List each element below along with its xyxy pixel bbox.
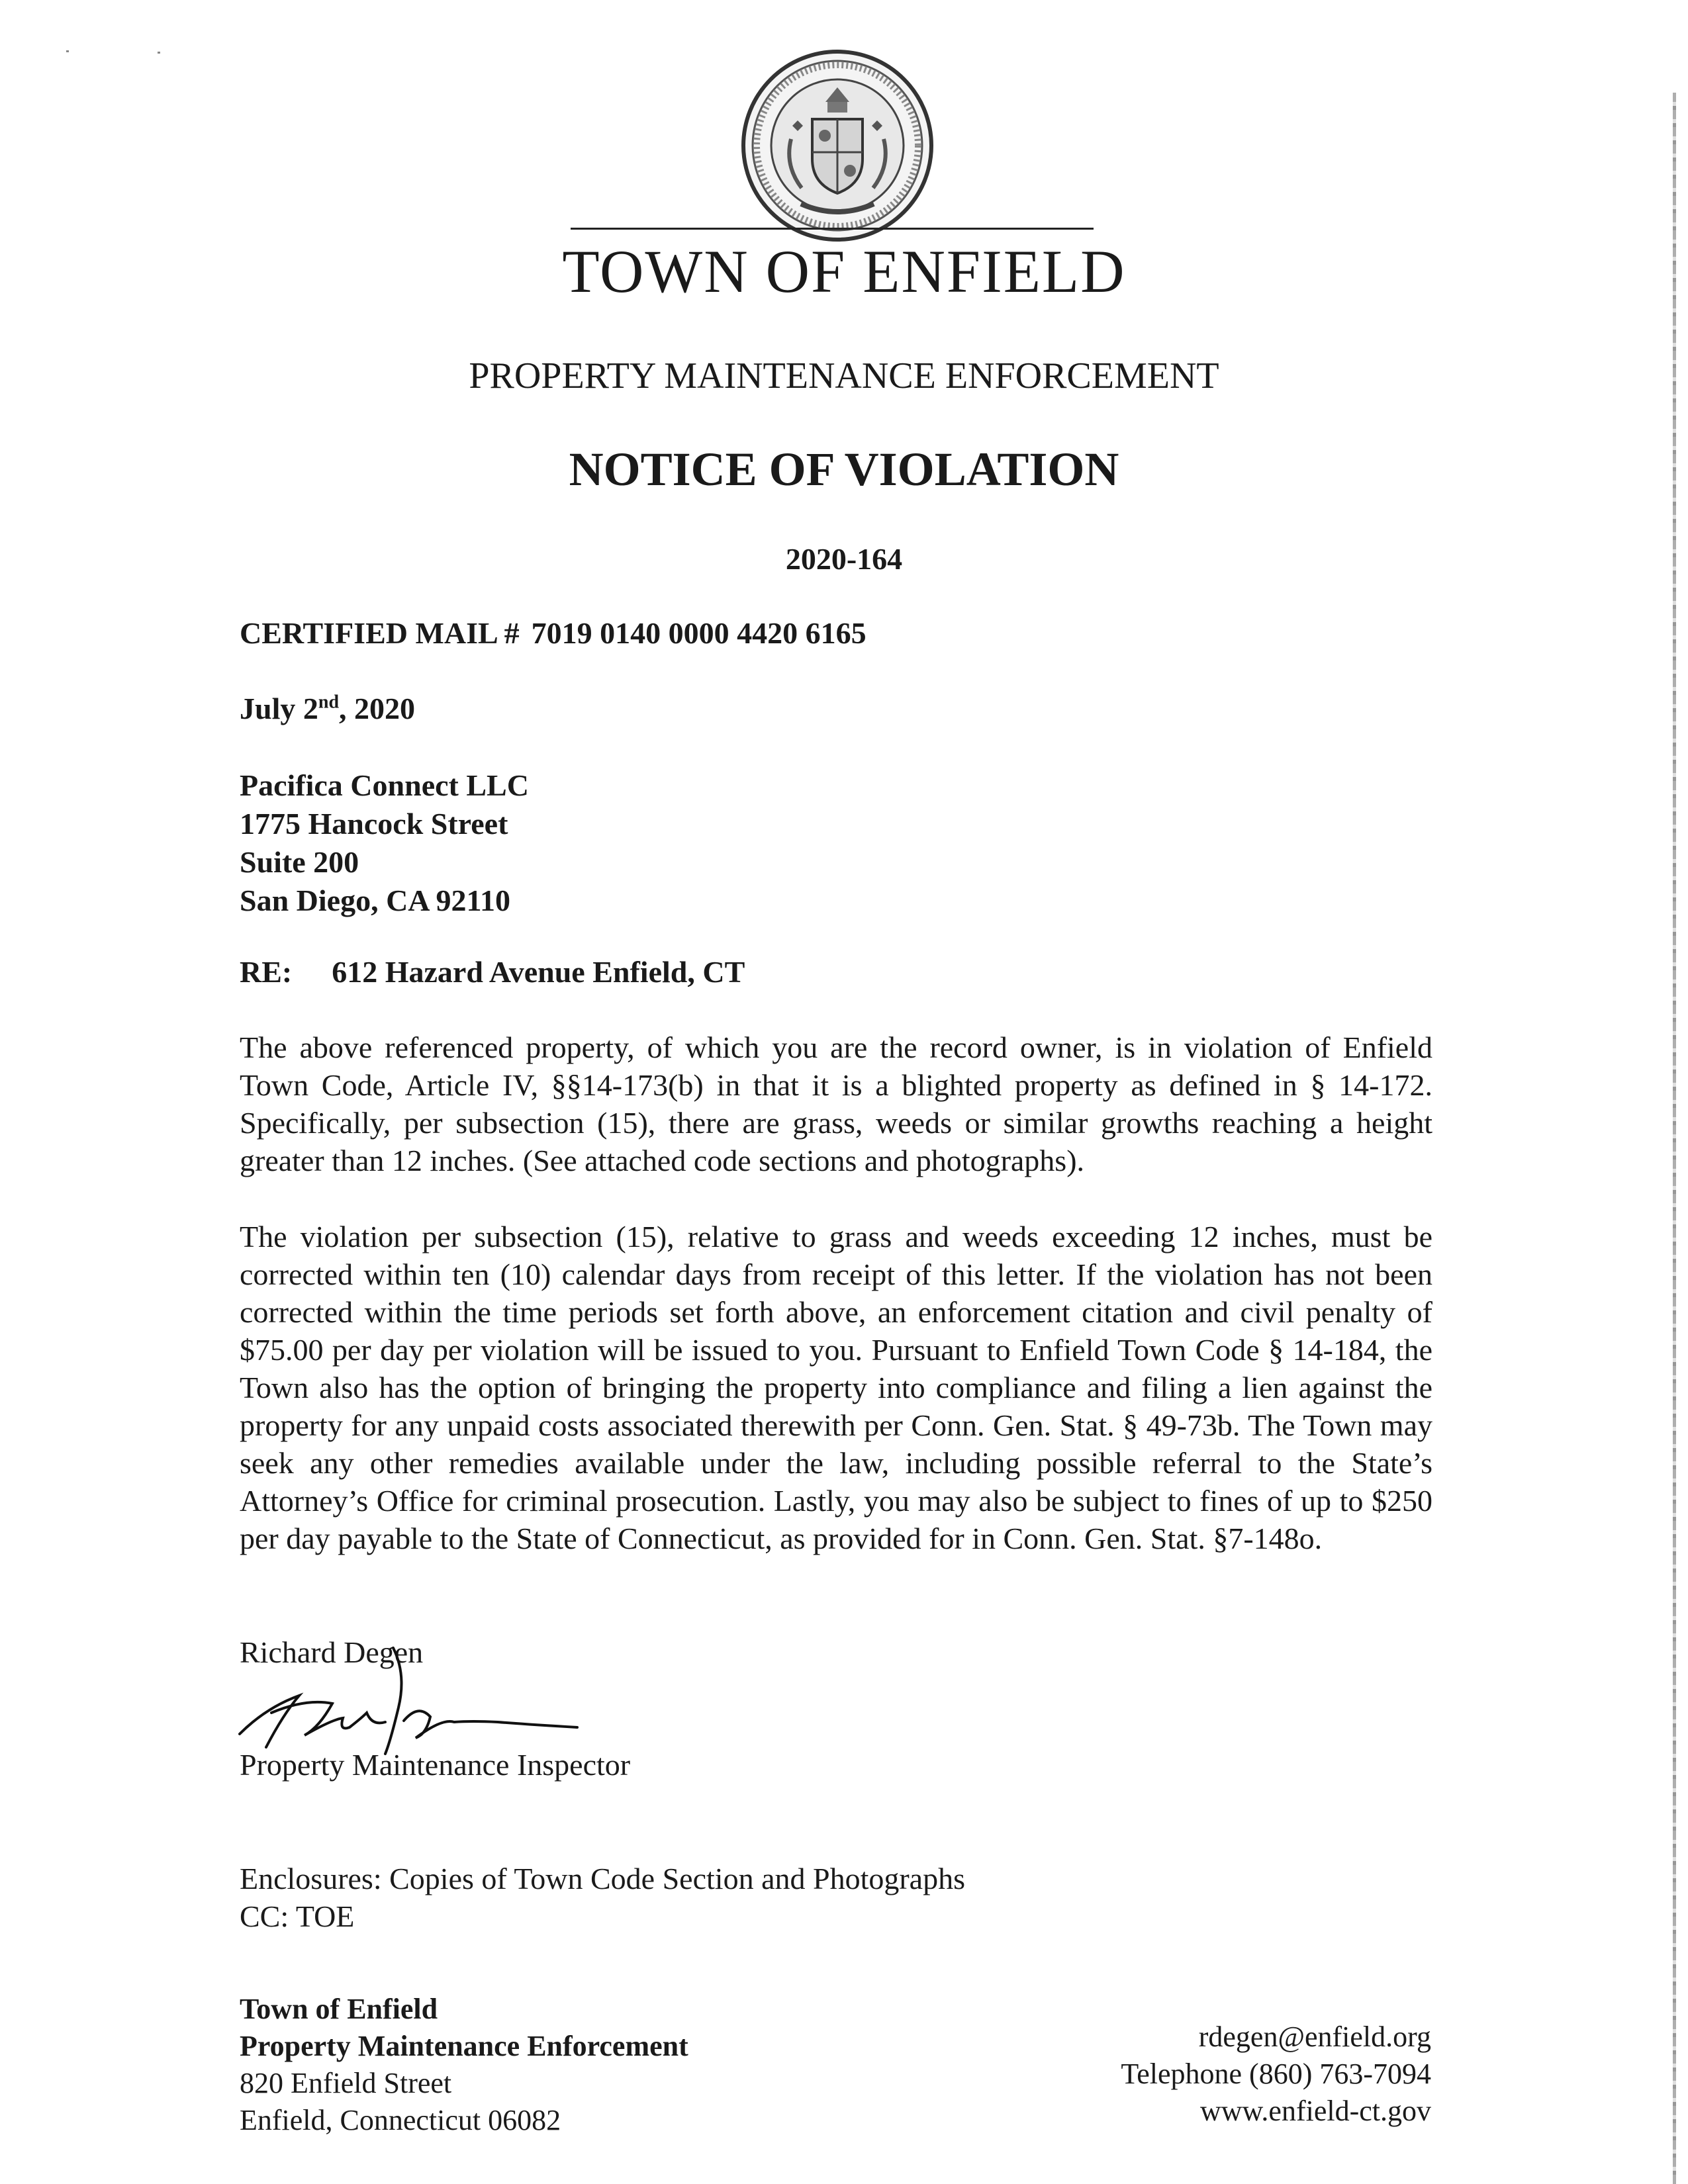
date-month-day: July 2	[240, 692, 318, 725]
date-suffix: nd	[318, 692, 340, 713]
certified-mail-line	[240, 615, 867, 651]
footer-phone: Telephone (860) 763-7094	[1121, 2058, 1431, 2090]
department-title: PROPERTY MAINTENANCE ENFORCEMENT	[469, 355, 1219, 396]
signer-title: Property Maintenance Inspector	[240, 1748, 631, 1782]
recipient-street: 1775 Hancock Street	[240, 807, 508, 841]
case-number: 2020-164	[785, 542, 903, 576]
recipient-city: San Diego, CA 92110	[240, 884, 510, 917]
footer-city: Enfield, Connecticut 06082	[240, 2104, 561, 2136]
footer-org: Town of Enfield	[240, 1993, 438, 2025]
scan-speck	[158, 52, 160, 54]
scan-edge-artifact	[1673, 93, 1676, 2184]
certified-mail-label: CERTIFIED MAIL #	[240, 616, 520, 650]
re-label: RE:	[240, 955, 293, 989]
cc-line: CC: TOE	[240, 1899, 355, 1933]
handwritten-signature-icon	[220, 1635, 590, 1760]
body-paragraph-1: The above referenced property, of which you are the record owner, is in violation of Enfield Town Code, Article IV, §§14-173(b) in that it is a blighted property as defined in § 14-172. Specifically, per subsection (15), there are grass, weeds or similar growths reaching a height greater than 12 inches. (See attached code sections and photographs).	[240, 1030, 1432, 1177]
footer-address	[240, 1991, 688, 2139]
notice-title: NOTICE OF VIOLATION	[569, 443, 1119, 496]
enclosures-line: Enclosures: Copies of Town Code Section and Photographs	[240, 1862, 965, 1895]
certified-mail-number: 7019 0140 0000 4420 6165	[531, 616, 867, 650]
footer-website: www.enfield-ct.gov	[1199, 2095, 1431, 2127]
footer-street: 820 Enfield Street	[240, 2067, 452, 2099]
date-year: , 2020	[339, 692, 416, 725]
recipient-address	[240, 766, 529, 920]
signer-name: Richard Degen	[240, 1635, 424, 1669]
footer-email: rdegen@enfield.org	[1198, 2021, 1431, 2053]
enclosures-block	[240, 1860, 965, 1935]
scan-speck	[66, 50, 69, 52]
header-rule	[571, 228, 1094, 230]
body-paragraph-2: The violation per subsection (15), relative to grass and weeds exceeding 12 inches, must be corrected within ten (10) calendar days from receipt of this letter. If the violation has not been corrected within the time periods set forth above, an enforcement citation and civil penalty of $75.00 per day per violation will be issued to you. Pursuant to Enfield Town Code § 14-184, the Town also has the option of bringing the property into compliance and filing a lien against the property for any unpaid costs associated therewith per Conn. Gen. Stat. § 49-73b. The Town may seek any other remedies available under the law, including possible referral to the State’s Attorney’s Office for criminal prosecution. Lastly, you may also be subject to fines of up to $250 per day payable to the State of Connecticut, as provided for in Conn. Gen. Stat. §7-148o.	[240, 1220, 1432, 1555]
re-line	[240, 954, 745, 989]
letter-date	[240, 691, 415, 726]
re-property-address: 612 Hazard Avenue Enfield, CT	[332, 955, 745, 989]
recipient-suite: Suite 200	[240, 845, 359, 879]
town-seal-icon	[738, 46, 937, 245]
town-title: TOWN OF ENFIELD	[562, 238, 1126, 305]
footer-dept: Property Maintenance Enforcement	[240, 2030, 688, 2062]
footer-contact	[1121, 2019, 1431, 2130]
recipient-name: Pacifica Connect LLC	[240, 768, 529, 802]
